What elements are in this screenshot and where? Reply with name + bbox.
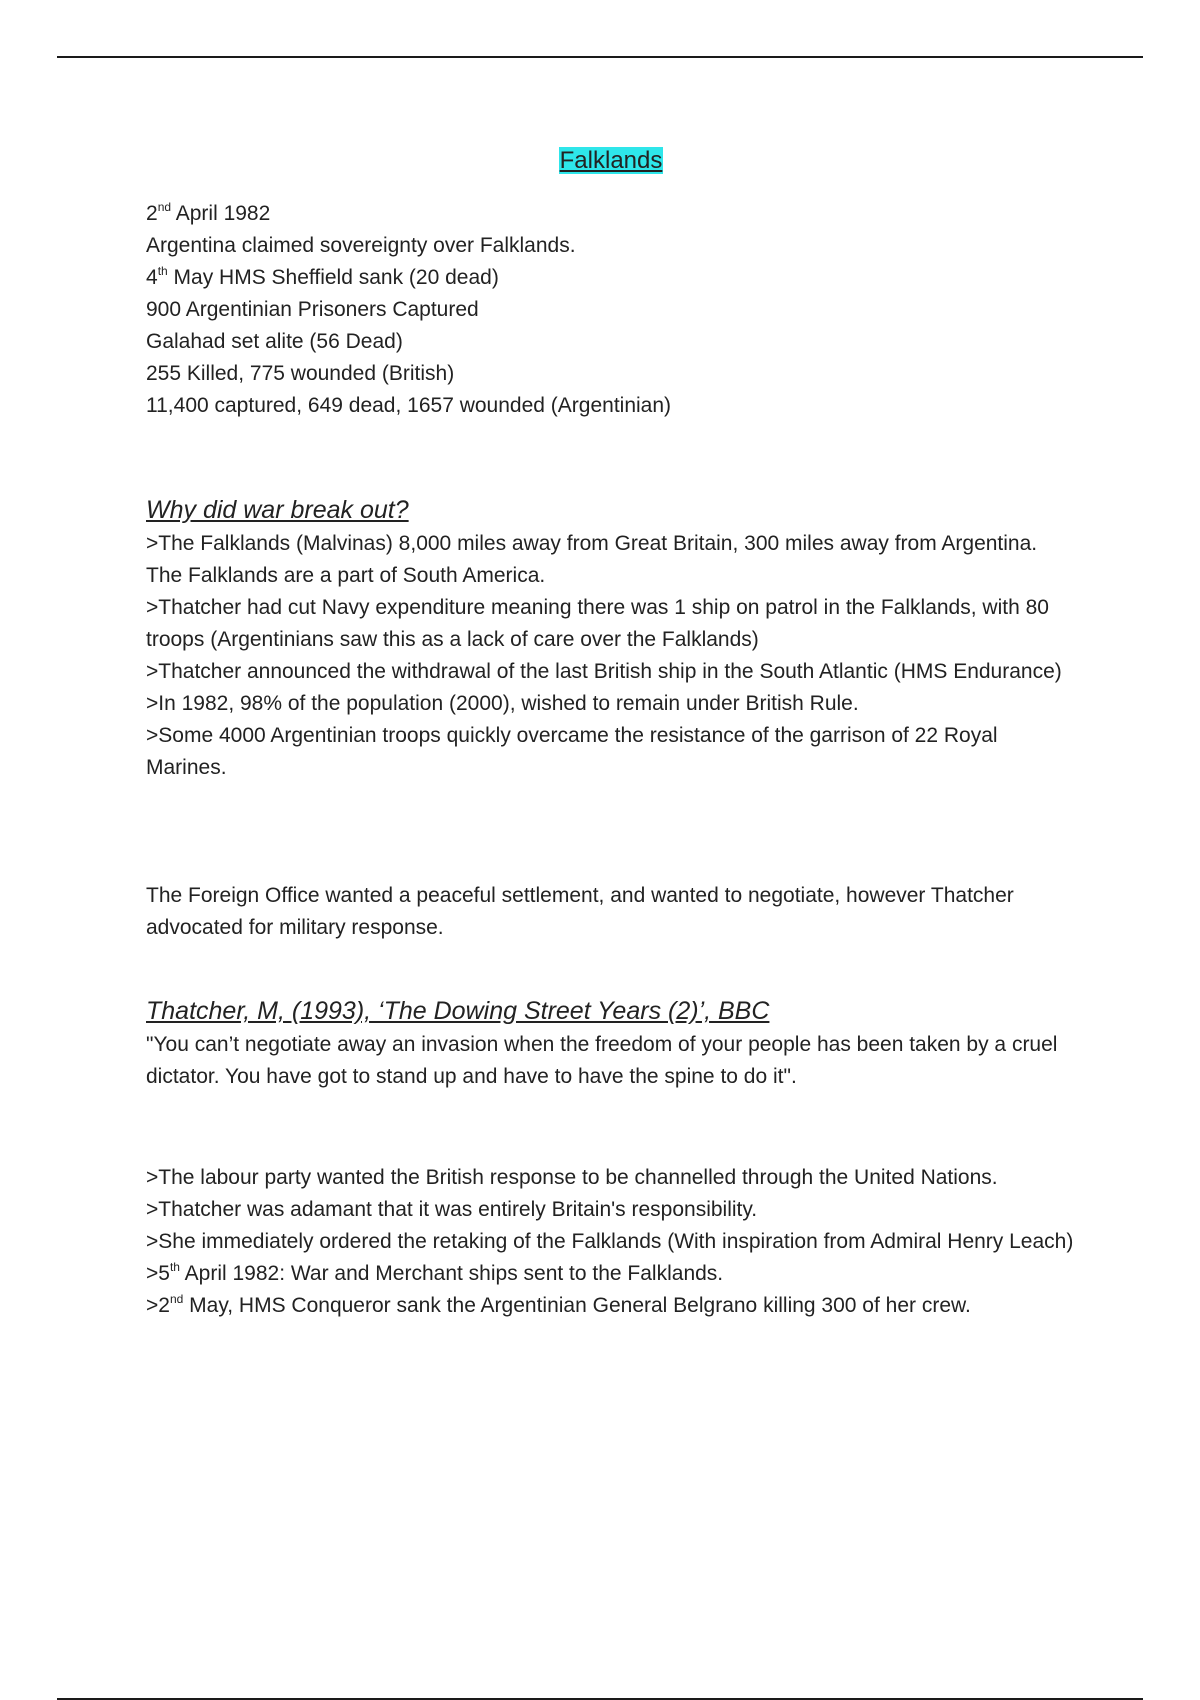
cause-item: >Some 4000 Argentinian troops quickly overcame the resistance of the garrison of 22 Royal Marines. (146, 724, 998, 779)
response-item: >Thatcher was adamant that it was entirely Britain's responsibility. (146, 1198, 758, 1221)
document-title-text: Falklands (559, 147, 663, 174)
fact-line: Argentina claimed sovereignty over Falklands. (146, 234, 576, 257)
cause-item: >The Falklands (Malvinas) 8,000 miles away from Great Britain, 300 miles away from Argentina. The Falklands are a part of South America. (146, 532, 1038, 587)
cause-item: >Thatcher had cut Navy expenditure meaning there was 1 ship on patrol in the Falklands, with 80 troops (Argentinians saw this as a lack of care over the Falklands) (146, 596, 1049, 651)
facts-list (146, 198, 1076, 422)
responses-list (146, 1162, 1076, 1322)
fact-line: 11,400 captured, 649 dead, 1657 wounded (Argentinian) (146, 394, 672, 417)
header-rule (57, 56, 1143, 58)
response-item: >She immediately ordered the retaking of the Falklands (With inspiration from Admiral Henry Leach) (146, 1230, 1074, 1253)
quote-paragraph: "You can’t negotiate away an invasion when the freedom of your people has been taken by a cruel dictator. You have got to stand up and have to have the spine to do it". (146, 1033, 1058, 1088)
fact-line: 2nd April 1982 (146, 200, 271, 225)
causes-list (146, 528, 1076, 784)
fact-line: 255 Killed, 775 wounded (British) (146, 362, 455, 385)
heading-why-war: Why did war break out? (146, 496, 409, 524)
fact-line: 4th May HMS Sheffield sank (20 dead) (146, 264, 499, 289)
response-item: >2nd May, HMS Conqueror sank the Argentinian General Belgrano killing 300 of her crew. (146, 1292, 971, 1317)
fact-line: 900 Argentinian Prisoners Captured (146, 298, 479, 321)
foreign-office-paragraph: The Foreign Office wanted a peaceful settlement, and wanted to negotiate, however Thatcher advocated for military response. (146, 884, 1014, 939)
document-title (146, 146, 1076, 176)
response-item: >5th April 1982: War and Merchant ships sent to the Falklands. (146, 1260, 724, 1285)
cause-item: >In 1982, 98% of the population (2000), wished to remain under British Rule. (146, 692, 859, 715)
response-item: >The labour party wanted the British response to be channelled through the United Nations. (146, 1166, 998, 1189)
fact-line: Galahad set alite (56 Dead) (146, 330, 403, 353)
cause-item: >Thatcher announced the withdrawal of the last British ship in the South Atlantic (HMS Endurance) (146, 660, 1062, 683)
citation-heading: Thatcher, M, (1993), ‘The Dowing Street Years (2)’, BBC (146, 997, 770, 1025)
